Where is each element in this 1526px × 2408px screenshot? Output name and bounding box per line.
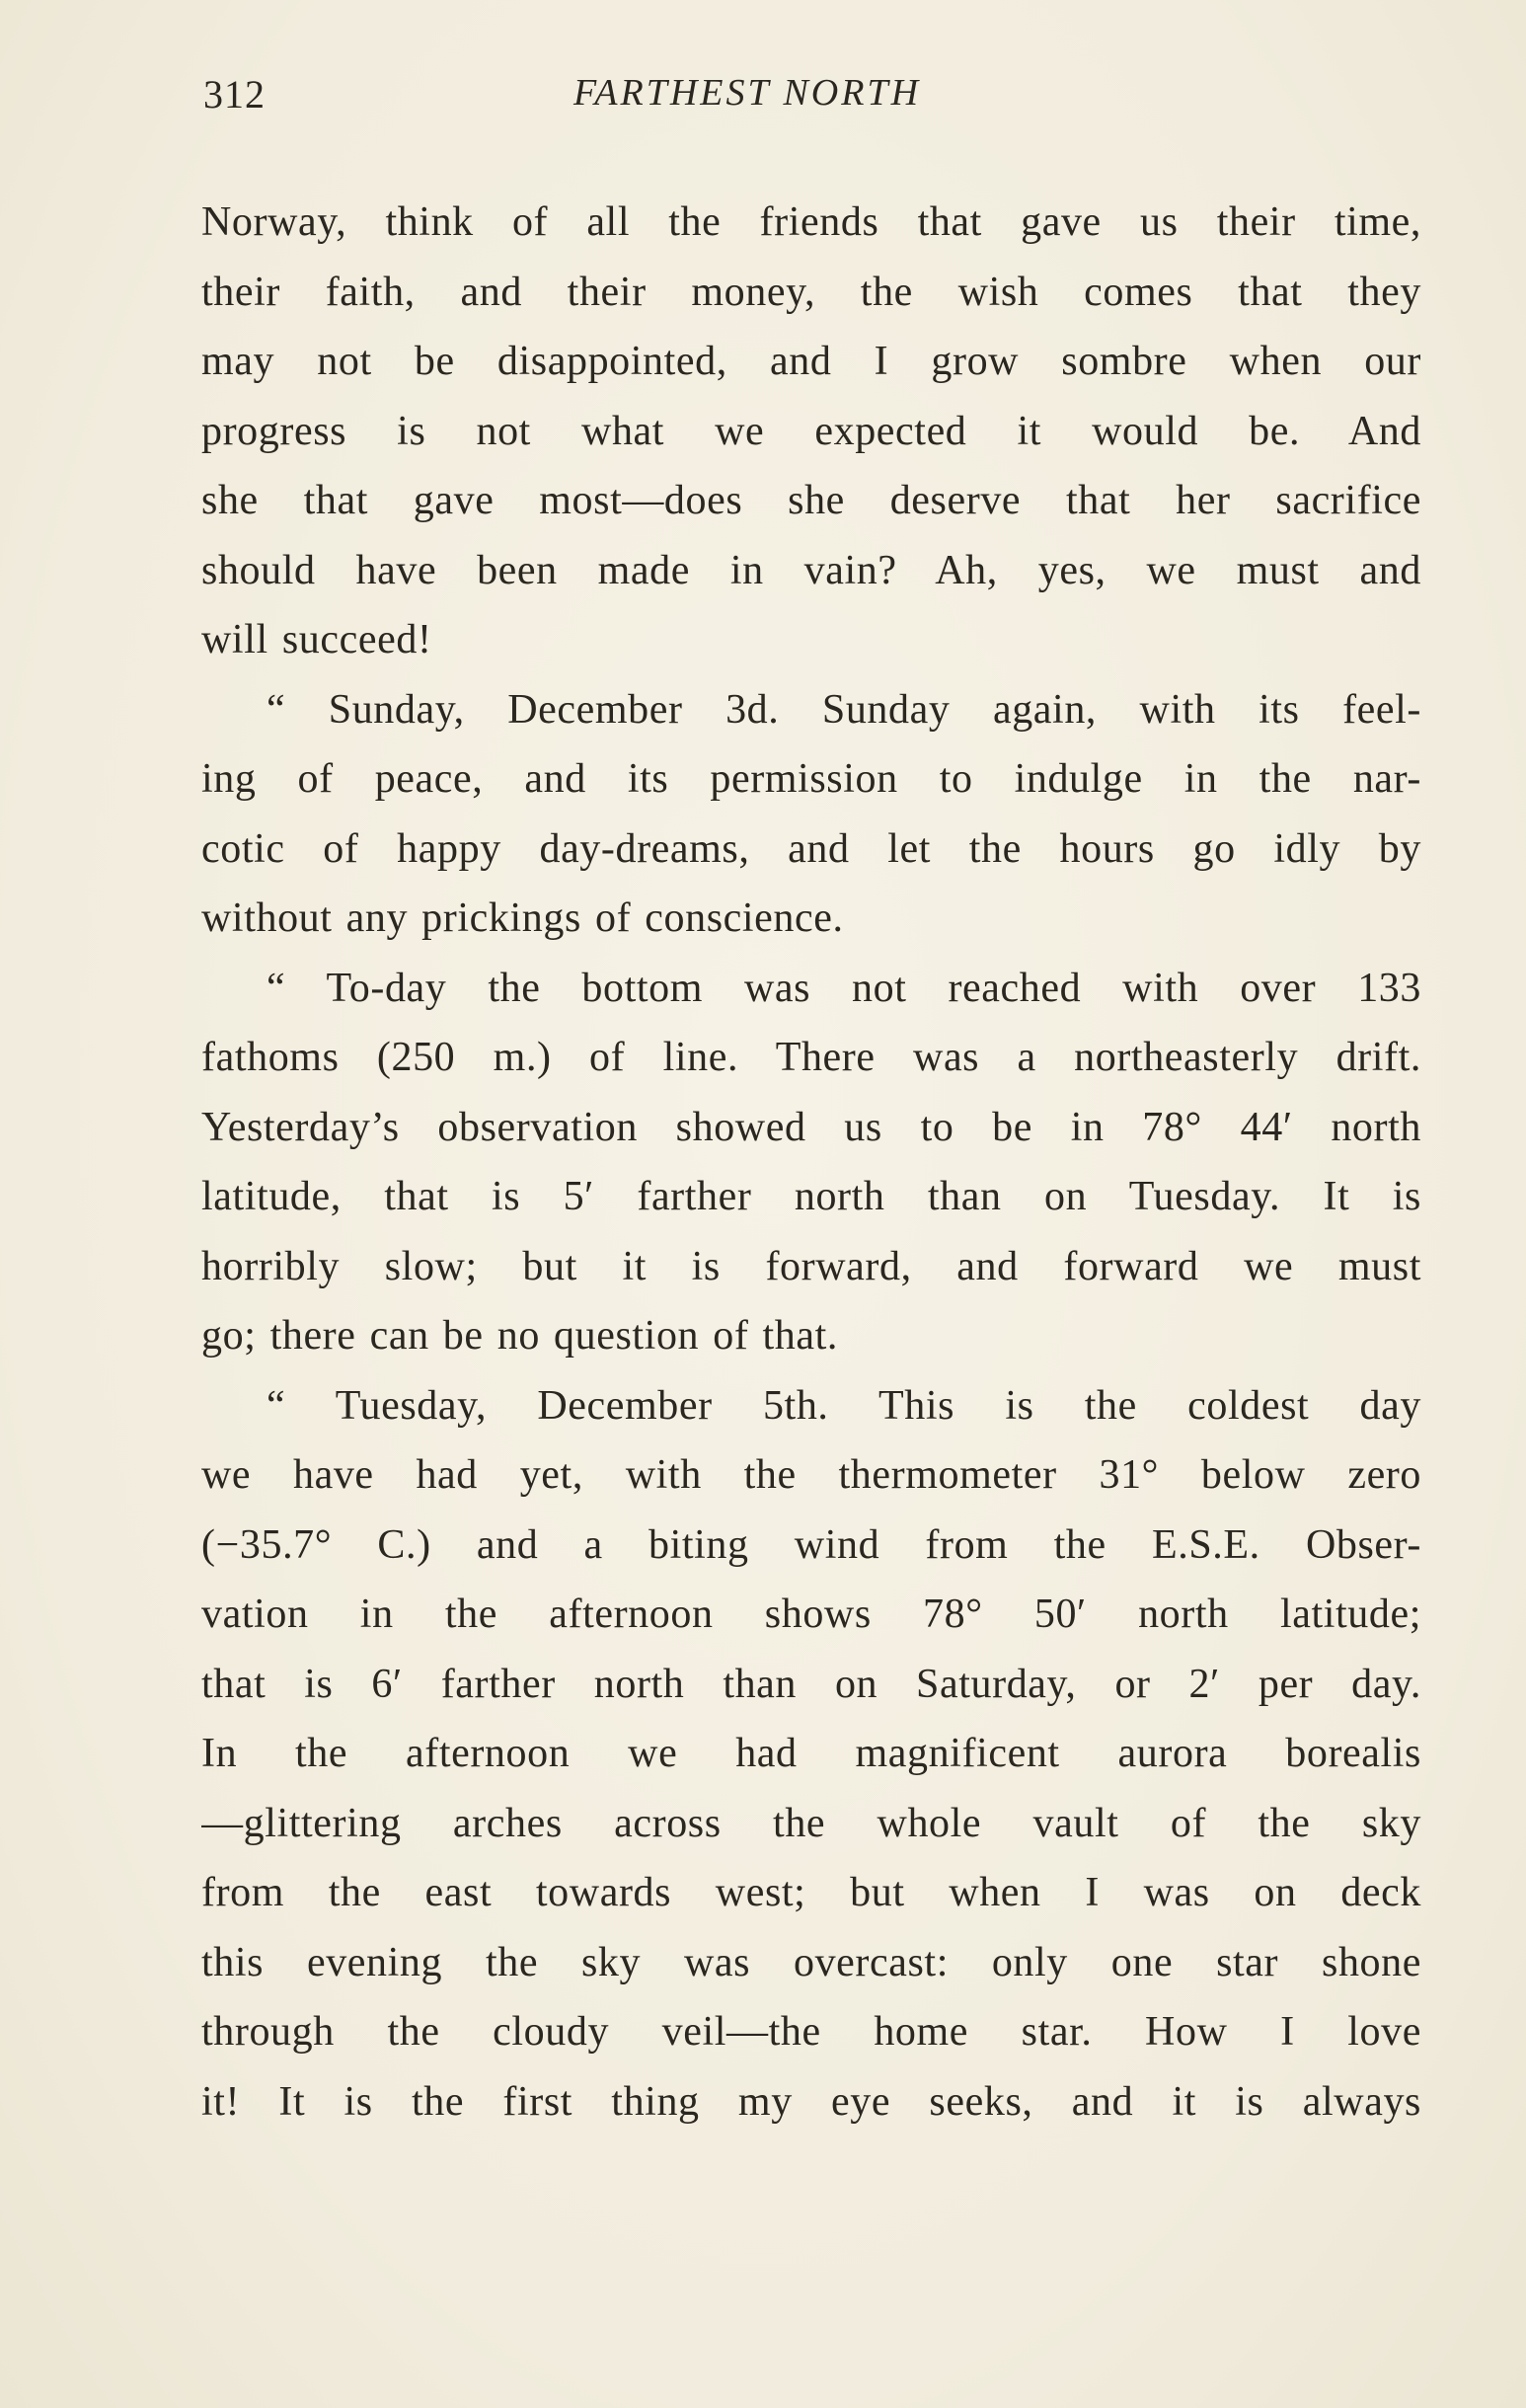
text-line: she that gave most—does she deserve that her sacrifice: [201, 478, 1421, 523]
text-line: (−35.7° C.) and a biting wind from the E.S.E. Obser-: [201, 1521, 1421, 1568]
page-header: [203, 71, 1419, 130]
text-line: cotic of happy day-dreams, and let the hours go idly by: [201, 825, 1421, 872]
text-line: that is 6′ farther north than on Saturday, or 2′ per day.: [201, 1661, 1421, 1707]
text-line: latitude, that is 5′ farther north than on Tuesday. It is: [201, 1174, 1421, 1219]
text-line: Norway, think of all the friends that gave us their time,: [201, 199, 1421, 245]
text-line: their faith, and their money, the wish comes that they: [201, 269, 1421, 315]
text-line: will succeed!: [201, 617, 432, 662]
text-line: In the afternoon we had magnificent aurora borealis: [201, 1731, 1421, 1776]
text-line: “ Sunday, December 3d. Sunday again, with its feel-: [267, 686, 1421, 733]
text-line: from the east towards west; but when I was on deck: [201, 1870, 1421, 1915]
text-line: this evening the sky was overcast: only one star shone: [201, 1939, 1421, 1985]
text-line: ing of peace, and its permission to indulge in the nar-: [201, 756, 1421, 802]
text-line: may not be disappointed, and I grow sombre when our: [201, 339, 1421, 384]
text-line: we have had yet, with the thermometer 31° below zero: [201, 1452, 1421, 1498]
text-line: go; there can be no question of that.: [201, 1313, 839, 1359]
running-title: FARTHEST NORTH: [572, 72, 922, 114]
text-line: it! It is the first thing my eye seeks, and it is always: [201, 2078, 1421, 2125]
text-line: without any prickings of conscience.: [201, 895, 844, 941]
text-line: vation in the afternoon shows 78° 50′ north latitude;: [201, 1592, 1421, 1637]
text-line: “ Tuesday, December 5th. This is the coldest day: [267, 1382, 1421, 1429]
text-line: should have been made in vain? Ah, yes, we must and: [201, 547, 1421, 593]
text-line: Yesterday’s observation showed us to be in 78° 44′ north: [201, 1104, 1421, 1150]
text-line: progress is not what we expected it would be. And: [201, 408, 1421, 454]
text-line: horribly slow; but it is forward, and forward we must: [201, 1243, 1421, 1289]
text-line: “ To-day the bottom was not reached with over 133: [267, 965, 1421, 1011]
text-line: through the cloudy veil—the home star. How I love: [201, 2009, 1421, 2055]
text-line: fathoms (250 m.) of line. There was a northeasterly drift.: [201, 1035, 1421, 1080]
text-line: —glittering arches across the whole vault of the sky: [201, 1800, 1421, 1846]
body-text: [201, 188, 1421, 2136]
page-number: 312: [203, 72, 266, 117]
